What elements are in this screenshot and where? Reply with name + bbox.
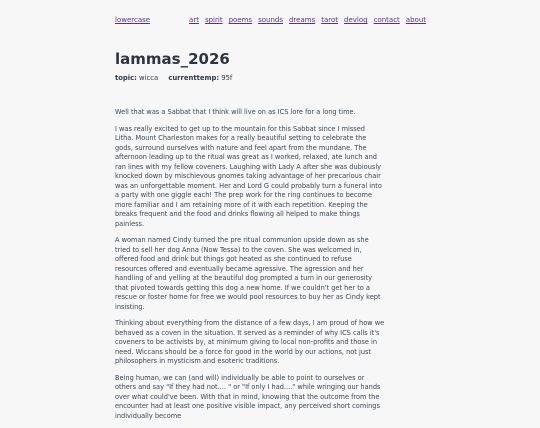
post-body [115,108,385,421]
nav-link-sounds[interactable]: sounds [258,16,283,24]
nav-link-poems[interactable]: poems [228,16,253,24]
post-paragraph: I was really excited to get up to the mountain for this Sabbat since I missed Litha. Mount Charleston makes for a really beautiful setting to celebrate the gods, surround ourselves with nature and feel apart from the mundane. The afternoon leading up to the ritual was great as I worked, relaxed, ate lunch and ran lines with my fellow coveners. Laughing with Lady A after she was dubiously knocked down by mischievous gnomes taking advantage of her precarious chair was an unforgettable moment. Her and Lord G could probably turn a funeral into a party with one giggle each! The prep work for the ring continues to become more familiar and I am retaining more of it with each repetition. Keeping the breaks frequent and the food and drinks flowing all helped to make things painless. [115,124,382,228]
post-paragraph: Thinking about everything from the distance of a few days, I am proud of how we behaved as a coven in the situation. It served as a reminder of why ICS calls it's coveners to be activists by, at minimum giving to local non-profits and those in need. Wiccans should be a force for good in the world by our actions, not just philosophers in mysticism and esoteric traditions. [115,319,385,365]
nav-link-about[interactable]: about [405,16,426,24]
nav-link-spirit[interactable]: spirit [204,16,223,24]
post-paragraph: A woman named Cindy turned the pre ritual communion upside down as she tried to sell her dog Anna (Now Tessa) to the coven. She was welcomed in, offered food and drink but things got heated as she continued to refuse resources offered and eventually became agressive. The agression and her handling of and yelling at the beautiful dog prompted a turn in our generosity that pivoted towards getting this dog a new home. If we couldn't get her to a rescue or foster home for free we would pool resources to buy her as Cindy kept insisting. [115,236,381,311]
post-paragraph: Being human, we can (and will) individually be able to point to ourselves or others and say "If they had not.... " or "If only I had...." while wringing our hands over what could've been. With that in mind, knowing that the outcome from the encounter had at least one positive visible impact, any perceived short comings individually become [115,373,381,420]
topic-label: topic: [115,74,137,82]
nav-link-dreams[interactable]: dreams [288,16,316,24]
post-content [115,50,385,428]
post-paragraph: Well that was a Sabbat that I think will live on as ICS lore for a long time. [115,108,356,116]
post-title: lammas_2026 [115,50,230,68]
nav-link-art[interactable]: art [189,16,199,24]
temp-label: currenttemp: [168,74,220,82]
post-meta [115,73,385,83]
top-nav [115,14,426,26]
temp-value: 95f [221,74,233,82]
site-home-link[interactable]: lowercase [115,16,151,24]
nav-link-contact[interactable]: contact [373,16,400,24]
nav-links [183,14,426,26]
topic-value: wicca [139,74,159,82]
nav-link-tarot[interactable]: tarot [321,16,339,24]
nav-link-devlog[interactable]: devlog [344,16,368,24]
